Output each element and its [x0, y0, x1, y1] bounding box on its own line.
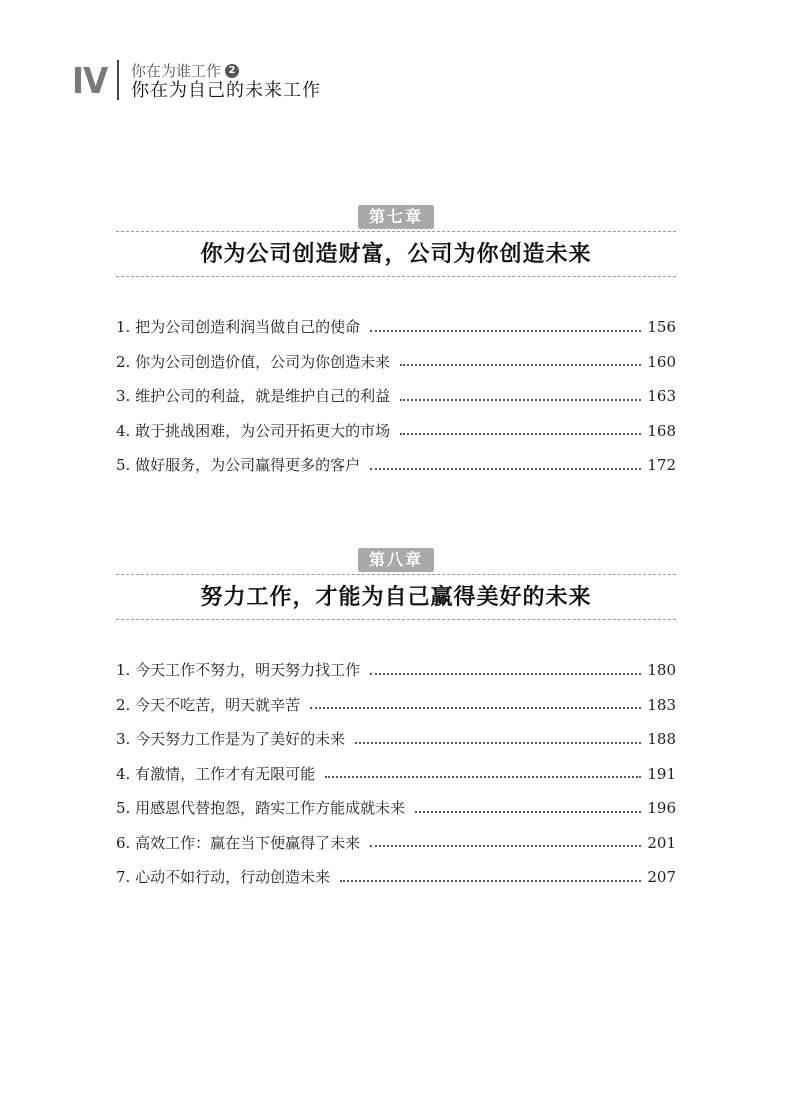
dot-leader [400, 398, 641, 401]
dot-leader [325, 775, 641, 778]
toc-entry-page: 163 [647, 387, 676, 405]
toc-entry[interactable] [116, 310, 676, 345]
toc-entry-title: 2. 你为公司创造价值，公司为你创造未来 [116, 352, 391, 371]
toc-entry[interactable] [116, 448, 676, 483]
book-title: 你在为自己的未来工作 [131, 80, 321, 101]
toc-entry-page: 156 [647, 318, 676, 336]
toc-entry-title: 1. 把为公司创造利润当做自己的使命 [116, 318, 361, 336]
chapter-rule-bottom [116, 619, 676, 620]
toc-entry-title: 3. 今天努力工作是为了美好的未来 [116, 730, 346, 748]
toc-entry[interactable] [116, 791, 676, 826]
toc-entry[interactable] [116, 379, 676, 414]
toc-entry-title: 3. 维护公司的利益，就是维护自己的利益 [116, 387, 391, 405]
toc-entry-page: 160 [647, 352, 676, 371]
dot-leader [400, 363, 641, 366]
toc-entry[interactable] [116, 414, 676, 449]
chapter-title: 努力工作，才能为自己赢得美好的未来 [200, 584, 592, 610]
toc-list [116, 310, 676, 483]
toc-entry-page: 191 [647, 764, 676, 783]
toc-entry[interactable] [116, 722, 676, 757]
toc-entry-page: 183 [647, 695, 676, 714]
volume-badge: 2 [225, 64, 239, 78]
toc-entry[interactable] [116, 345, 676, 380]
toc-entry-title: 5. 用感恩代替抱怨，踏实工作方能成就未来 [116, 799, 406, 817]
chapter-label: 第七章 [358, 205, 434, 229]
dot-leader [370, 844, 641, 847]
toc-entry-title: 7. 心动不如行动，行动创造未来 [116, 868, 331, 886]
toc-entry-page: 201 [647, 833, 676, 852]
dot-leader [370, 467, 641, 470]
toc-entry-title: 4. 敢于挑战困难，为公司开拓更大的市场 [116, 421, 391, 440]
toc-entry-title: 4. 有激情，工作才有无限可能 [116, 764, 316, 783]
series-title-text: 你在为谁工作 [131, 62, 222, 80]
dot-leader [310, 706, 641, 709]
part-numeral: IV [72, 61, 108, 102]
toc-entry-page: 196 [647, 799, 676, 817]
toc-entry-title: 2. 今天不吃苦，明天就辛苦 [116, 695, 301, 714]
toc-entry-page: 207 [647, 868, 676, 886]
toc-entry-page: 172 [647, 456, 676, 474]
toc-entry-title: 5. 做好服务，为公司赢得更多的客户 [116, 456, 361, 474]
dot-leader [355, 741, 641, 744]
toc-entry[interactable] [116, 757, 676, 792]
chapter-label: 第八章 [358, 548, 434, 572]
dot-leader [415, 810, 641, 813]
chapter-7 [116, 205, 676, 483]
chapter-rule-bottom [116, 276, 676, 277]
toc-list [116, 653, 676, 895]
dot-leader [370, 672, 641, 675]
toc-entry-page: 168 [647, 421, 676, 440]
toc-entry-title: 6. 高效工作：赢在当下便赢得了未来 [116, 833, 361, 852]
dot-leader [370, 329, 641, 332]
toc-entry-title: 1. 今天工作不努力，明天努力找工作 [116, 661, 361, 679]
toc-entry[interactable] [116, 826, 676, 861]
series-title [131, 62, 239, 80]
toc-entry-page: 180 [647, 661, 676, 679]
toc-entry-page: 188 [647, 730, 676, 748]
dot-leader [400, 432, 641, 435]
toc-entry[interactable] [116, 653, 676, 688]
chapter-title: 你为公司创造财富，公司为你创造未来 [200, 241, 592, 267]
toc-entry[interactable] [116, 688, 676, 723]
header-separator [117, 60, 119, 100]
dot-leader [340, 879, 641, 882]
chapter-8 [116, 548, 676, 895]
toc-entry[interactable] [116, 860, 676, 895]
